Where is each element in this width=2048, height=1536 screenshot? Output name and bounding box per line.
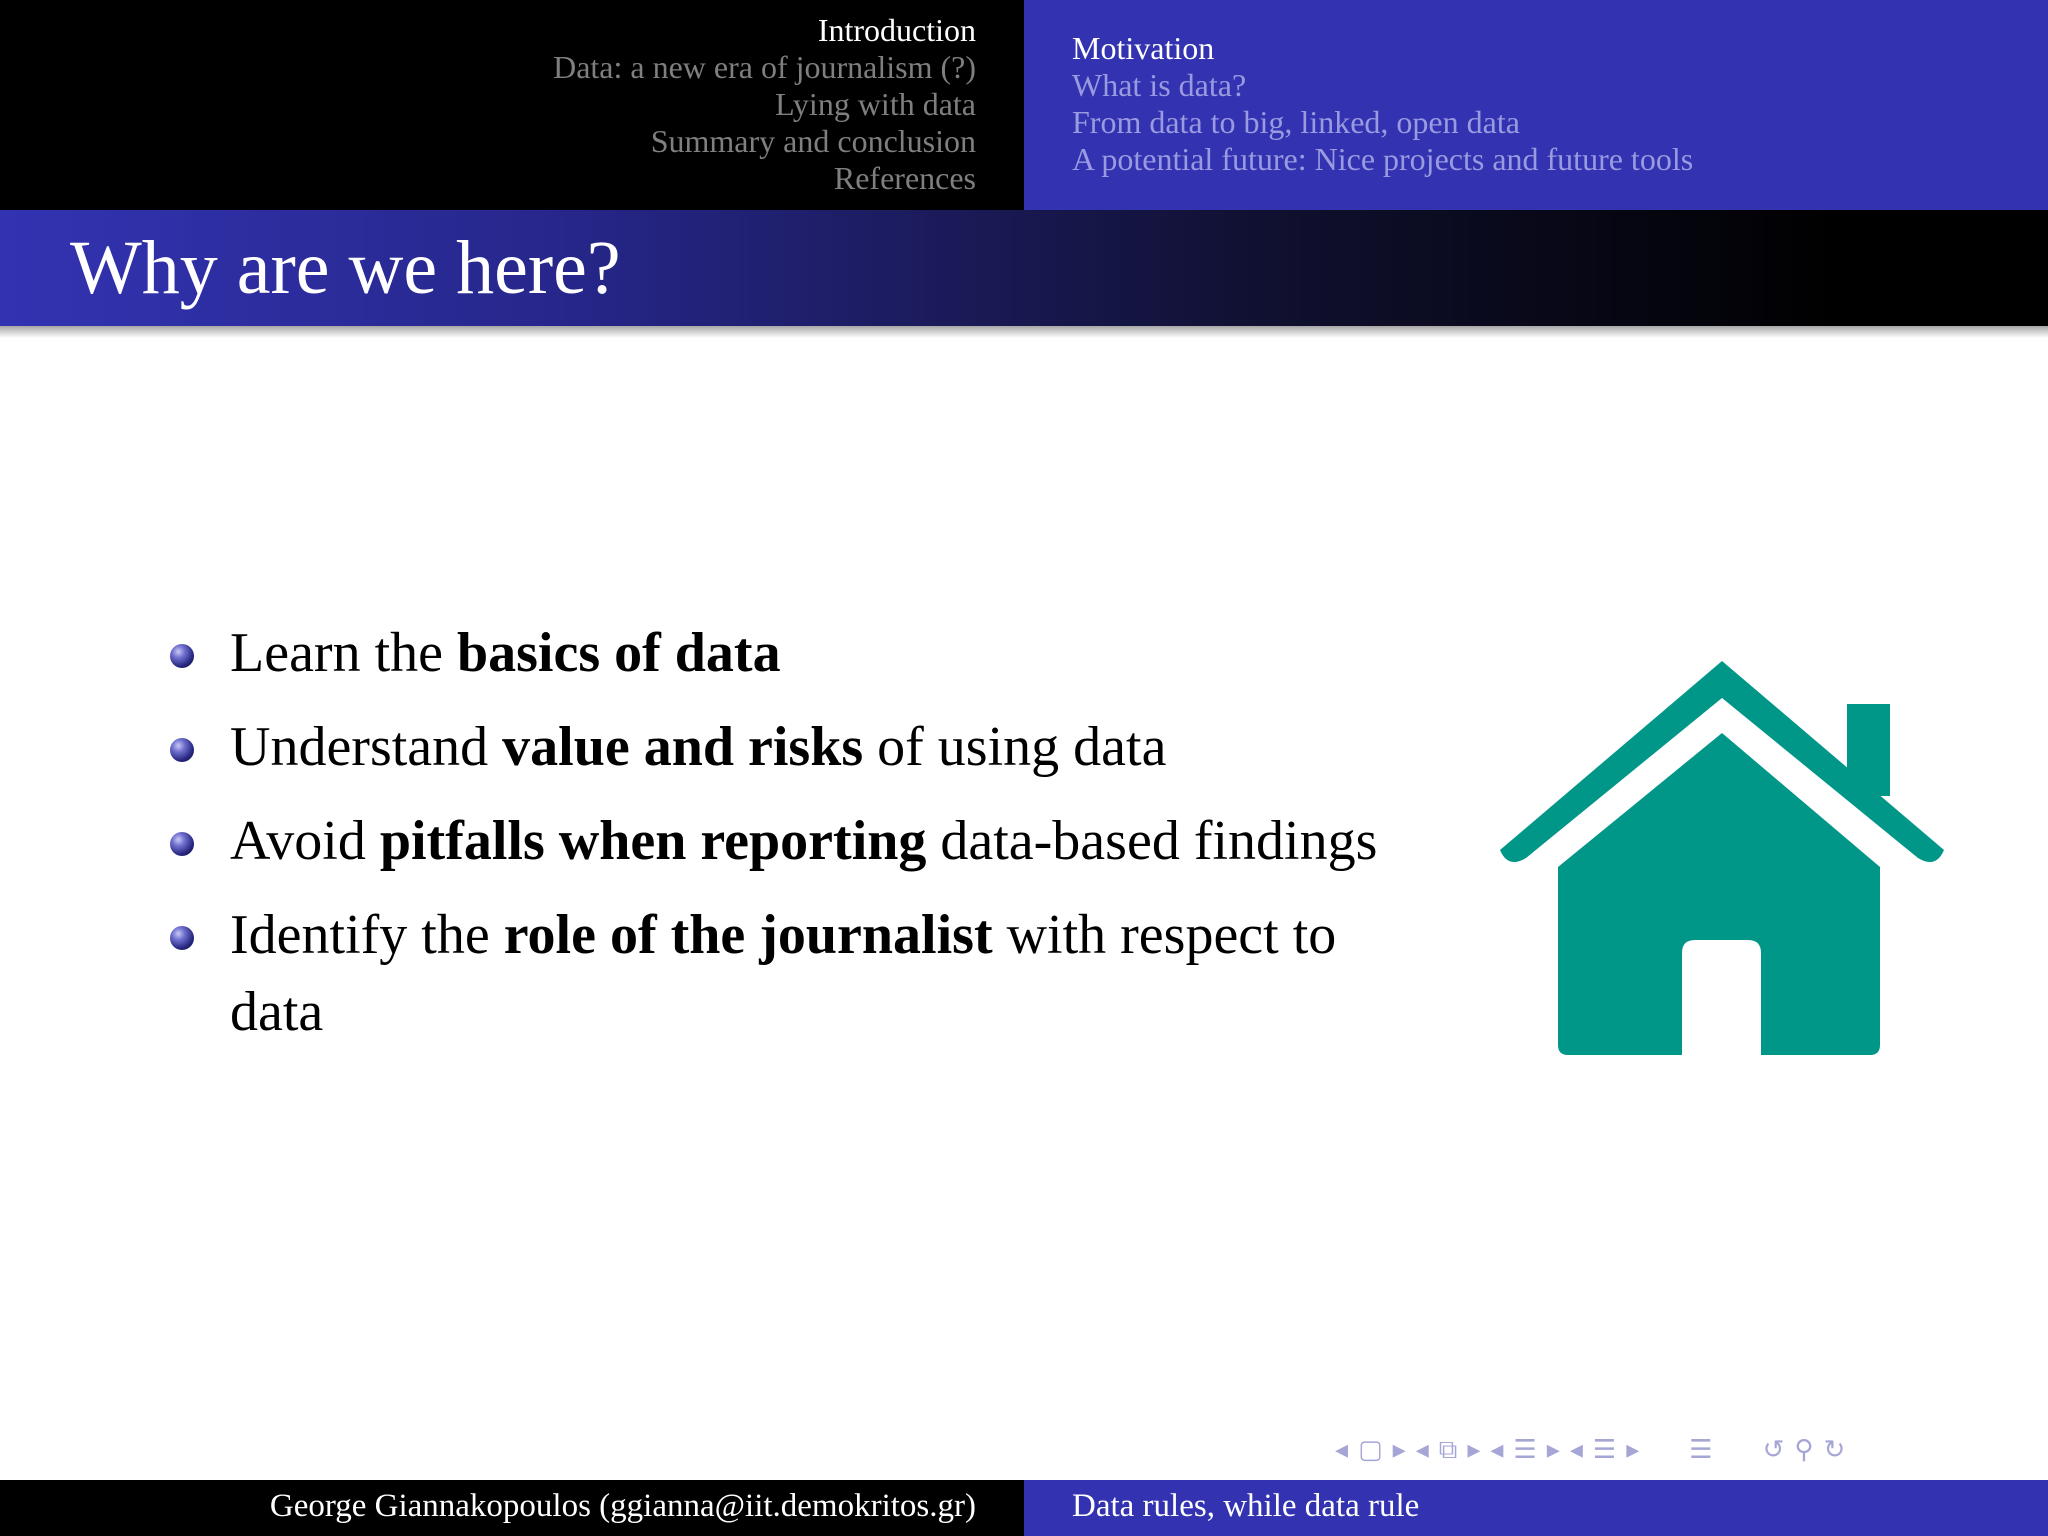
bullet-emphasis: basics of data <box>456 622 781 684</box>
prev-frame-arrow-icon[interactable]: ◂ <box>1415 1435 1429 1465</box>
title-shadow <box>0 326 2048 338</box>
zoom-icon[interactable]: ⚲ <box>1794 1435 1814 1465</box>
bullet-emphasis: value and risks <box>502 716 864 778</box>
section-navigation <box>0 0 1024 210</box>
next-slide-arrow-icon[interactable]: ▸ <box>1392 1435 1406 1465</box>
subsection-link-big-linked-open[interactable]: From data to big, linked, open data <box>1072 104 1520 140</box>
slide-icon[interactable]: ▢ <box>1358 1435 1383 1465</box>
section-link-lying-with-data[interactable]: Lying with data <box>775 86 976 122</box>
subsection-link-motivation[interactable]: Motivation <box>1072 30 1215 66</box>
section-link-data-new-era[interactable]: Data: a new era of journalism (?) <box>553 49 976 85</box>
frame-title-bar <box>0 210 2048 326</box>
bullet-ball-icon <box>170 644 194 668</box>
navigation-symbols <box>1335 1432 1855 1468</box>
subsection-link-what-is-data[interactable]: What is data? <box>1072 67 1247 103</box>
bullet-item: Learn the basics of data <box>170 615 1410 692</box>
section-link-introduction[interactable]: Introduction <box>817 12 976 48</box>
home-icon <box>1500 655 1970 1055</box>
bullet-list <box>170 615 1410 1068</box>
back-icon[interactable]: ↺ <box>1762 1435 1785 1465</box>
prev-section-arrow-icon[interactable]: ◂ <box>1569 1435 1583 1465</box>
next-section-arrow-icon[interactable]: ▸ <box>1626 1435 1640 1465</box>
subsection-link-potential-future[interactable]: A potential future: Nice projects and future tools <box>1072 141 1694 177</box>
subsection-icon[interactable]: ☰ <box>1513 1435 1537 1465</box>
next-subsection-arrow-icon[interactable]: ▸ <box>1546 1435 1560 1465</box>
bullet-emphasis: pitfalls when reporting <box>379 810 927 872</box>
frame-icon[interactable]: ⧉ <box>1438 1434 1458 1465</box>
footer-author: George Giannakopoulos (ggianna@iit.demokritos.gr) <box>269 1488 976 1524</box>
footer-short-title: Data rules, while data rule <box>1072 1488 1420 1524</box>
bullet-ball-icon <box>170 832 194 856</box>
frame-title: Why are we here? <box>70 226 621 310</box>
prev-slide-arrow-icon[interactable]: ◂ <box>1335 1435 1349 1465</box>
section-link-summary[interactable]: Summary and conclusion <box>650 123 976 159</box>
subsection-navigation <box>1024 0 2048 210</box>
section-icon[interactable]: ☰ <box>1592 1435 1617 1465</box>
document-icon[interactable]: ☰ <box>1689 1435 1713 1465</box>
prev-subsection-arrow-icon[interactable]: ◂ <box>1490 1435 1504 1465</box>
bullet-item: Understand value and risks of using data <box>170 709 1410 786</box>
next-frame-arrow-icon[interactable]: ▸ <box>1467 1435 1481 1465</box>
footer-author-bar <box>0 1480 1024 1536</box>
bullet-item: Identify the role of the journalist with respect to data <box>170 897 1410 1051</box>
bullet-emphasis: role of the journalist <box>503 904 993 966</box>
forward-icon[interactable]: ↻ <box>1823 1435 1846 1465</box>
bullet-ball-icon <box>170 738 194 762</box>
bullet-ball-icon <box>170 926 194 950</box>
footer-title-bar <box>1024 1480 2048 1536</box>
section-link-references[interactable]: References <box>833 160 976 196</box>
bullet-item: Avoid pitfalls when reporting data-based findings <box>170 803 1410 880</box>
